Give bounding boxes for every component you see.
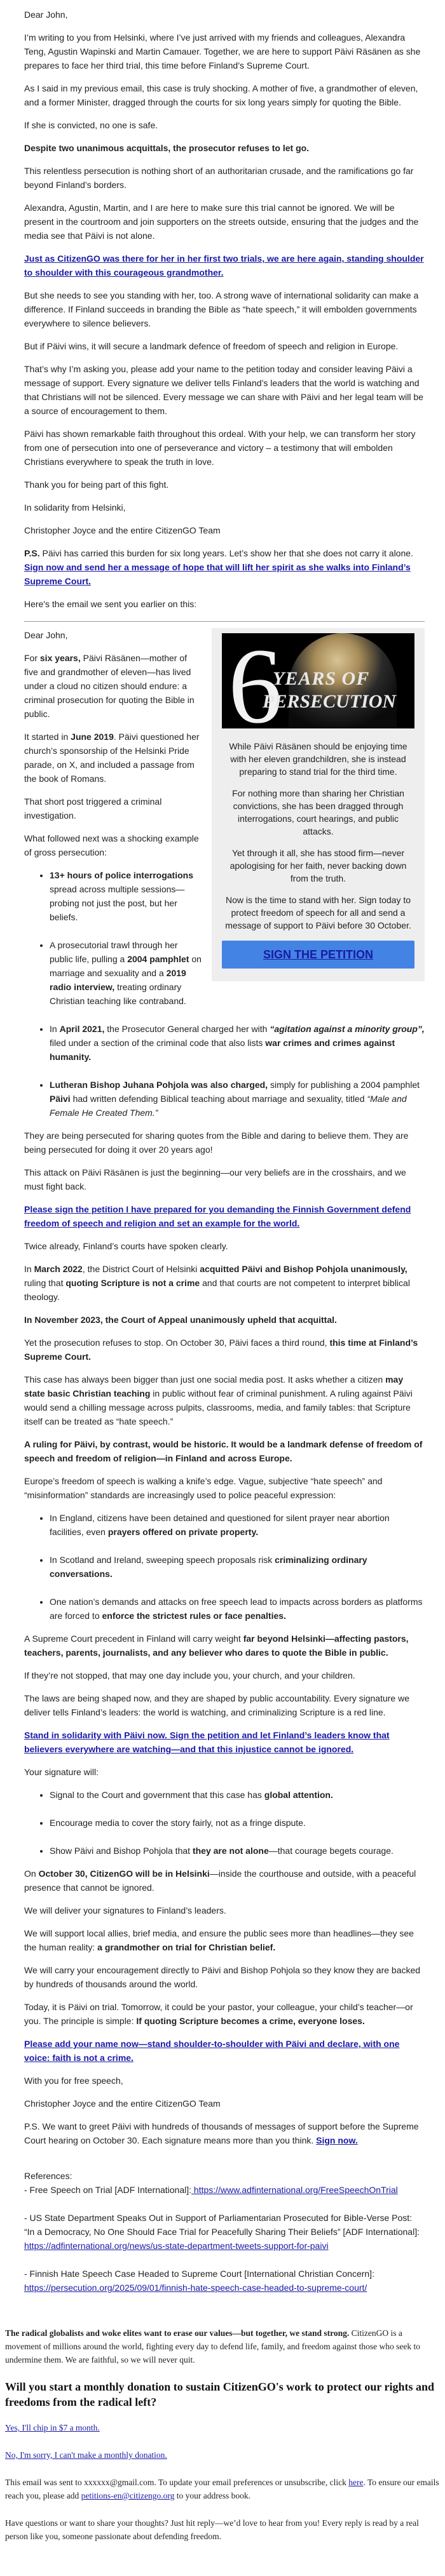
text: Yet the prosecution refuses to stop. On October 30, Päivi faces a third round, <box>24 1338 330 1348</box>
notice-text: to your address book. <box>174 2491 250 2500</box>
text: We will deliver your signatures to Finland’s leaders. <box>24 1905 226 1915</box>
email-footer <box>0 2295 445 2576</box>
text: . Päivi questioned her church’s sponsorship of the Helsinki Pride parade, on X, and included a passage from the book of Romans. <box>24 732 200 784</box>
persecution-banner-image <box>222 633 414 728</box>
text: This relentless persecution is nothing short of an authoritarian crusade, and the ramifications go far beyond Finland’s borders. <box>24 166 414 190</box>
paragraph <box>24 8 425 22</box>
text: in public without fear of criminal punishment. A ruling against Päivi would send a chilling message across pulpits, classrooms, media, and family tables: that Scripture itself can be treated as “hate speech.” <box>24 1388 413 1426</box>
text: Päivi has shown remarkable faith throughout this ordeal. With your help, we can transform her story from one of persecution into one of perseverance and victory – a testimony that will embolden Christians everywhere to speak the truth in love. <box>24 429 416 467</box>
petition-link[interactable]: Just as CitizenGO was there for her in her first two trials, we are here again, standing shoulder to shoulder with this courageous grandmother. <box>24 253 424 278</box>
banner-numeral: 6 <box>228 633 282 728</box>
list-item <box>50 1816 425 1830</box>
reference-item <box>24 2267 425 2295</box>
list-item <box>50 1078 425 1120</box>
bold-text: criminalizing ordinary conversations. <box>50 1555 367 1579</box>
text: “Male and Female He Created Them.” <box>50 1094 407 1118</box>
bold-text: Lutheran Bishop Juhana Pohjola was also charged, <box>50 1080 268 1090</box>
text: P.S. We want to greet Päivi with hundreds of thousands of messages of support before the Supreme Court hearing on October 30. Each signature means more than you think. <box>24 2121 419 2145</box>
paragraph <box>24 1728 425 1756</box>
text: A Supreme Court precedent in Finland will carry weight <box>24 1633 243 1644</box>
notice-text: This email was sent to xxxxxx@gmail.com. To update your email preferences or unsubscribe, click <box>5 2478 349 2487</box>
sender-address-link[interactable]: petitions-en@citizengo.org <box>81 2491 175 2500</box>
text: on marriage and sexuality and a <box>50 954 202 978</box>
paragraph <box>24 2074 425 2088</box>
reference-text: - Free Speech on Trial [ADF International]: <box>24 2185 192 2195</box>
banner-line-2: PERSECUTION <box>263 691 397 712</box>
text: That short post triggered a criminal investigation. <box>24 796 162 821</box>
bold-text: If quoting Scripture becomes a crime, everyone loses. <box>136 2016 365 2026</box>
text: In England, citizens have been detained and questioned for silent prayer near abortion facilities, even <box>50 1513 390 1537</box>
paragraph <box>24 1632 425 1660</box>
bullet-list <box>24 1511 425 1623</box>
reference-link[interactable]: https://persecution.org/2025/09/01/finnish-hate-speech-case-headed-to-supreme-court/ <box>24 2283 367 2293</box>
text: A prosecutorial trawl through her public life, pulling a <box>50 940 178 964</box>
list-item <box>50 1595 425 1623</box>
sign-petition-button[interactable]: SIGN THE PETITION <box>222 941 414 969</box>
petition-link[interactable]: Stand in solidarity with Päivi now. Sign the petition and let Finland’s leaders know that believers everywhere are watching—and that this injustice cannot be ignored. <box>24 1730 390 1754</box>
text: —inside the courthouse and outside, with a peaceful presence that cannot be ignored. <box>24 1868 416 1893</box>
mission-bold: The radical globalists and woke elites want to erase our values—but together, we stand strong. <box>5 2328 350 2338</box>
text: Christopher Joyce and the entire CitizenGO Team <box>24 525 221 535</box>
sidebar-text: Yet through it all, she has stood firm—never apologising for her faith, never backing down from the truth. <box>229 848 407 883</box>
paragraph <box>24 288 425 330</box>
text: It started in <box>24 732 71 742</box>
bold-text: Päivi <box>50 1094 71 1104</box>
text: Päivi has carried this burden for six long years. Let’s show her that she does not carry it alone. <box>39 548 413 558</box>
intro-section <box>24 8 425 611</box>
paragraph <box>24 597 425 611</box>
paragraph <box>24 546 425 588</box>
text: In <box>24 1264 34 1274</box>
reference-text: - US State Department Speaks Out in Support of Parliamentarian Prosecuted for Bible-Verse Post: “In a Democracy, No One Should Face Trial for Peacefully Sharing Their Beliefs” [ADF International]: <box>24 2213 420 2237</box>
text: In Scotland and Ireland, sweeping speech proposals risk <box>50 1555 275 1565</box>
text: spread across multiple sessions—probing not just the post, but her beliefs. <box>50 884 185 922</box>
reference-link[interactable]: https://www.adfinternational.org/FreeSpeechOnTrial <box>191 2185 398 2195</box>
paragraph <box>24 1903 425 1917</box>
paragraph <box>24 81 425 109</box>
list-item <box>50 1788 425 1802</box>
text: What followed next was a shocking example of gross persecution: <box>24 833 199 857</box>
text: and that courts are not competent to interpret biblical theology. <box>24 1278 410 1302</box>
sidebar-text: For nothing more than sharing her Christian convictions, she has been dragged through interrogations, court hearings, and public attacks. <box>232 788 404 836</box>
text: This attack on Päivi Räsänen is just the beginning—our very beliefs are in the crosshairs, and we must fight back. <box>24 1167 406 1191</box>
bold-text: global attention. <box>264 1790 333 1800</box>
references-heading: References: <box>24 2171 72 2181</box>
unsubscribe-link[interactable]: here <box>348 2478 364 2487</box>
bold-text: March 2022 <box>34 1264 83 1274</box>
bold-text: enforce the strictest rules or face penalties. <box>102 1611 286 1621</box>
paragraph <box>24 362 425 418</box>
reference-text: - Finnish Hate Speech Case Headed to Supreme Court [International Christian Concern]: <box>24 2269 374 2279</box>
bold-text: 2019 radio interview, <box>50 968 186 992</box>
paragraph <box>24 1313 425 1327</box>
paragraph <box>24 1963 425 1991</box>
bold-text: 2004 pamphlet <box>127 954 189 964</box>
text: We will carry your encouragement directly to Päivi and Bishop Pohjola so they know they are backed by hundreds of thousands around the world. <box>24 1965 421 1989</box>
paragraph <box>24 523 425 537</box>
bold-text: October 30, CitizenGO will be in Helsinki <box>38 1868 210 1879</box>
paragraph <box>24 30 425 72</box>
bold-text: In November 2023, the Court of Appeal unanimously upheld that acquittal. <box>24 1315 337 1325</box>
text: They are being persecuted for sharing quotes from the Bible and daring to believe them. They are being persecuted for doing it over 20 years ago! <box>24 1130 409 1155</box>
bold-text: six years, <box>39 653 81 663</box>
text: Encourage media to cover the story fairly, not as a fringe dispute. <box>50 1818 306 1828</box>
bold-text: they are not alone <box>192 1846 269 1856</box>
text: Today, it is Päivi on trial. Tomorrow, it could be your pastor, your colleague, your child’s teacher—or you. The principle is simple: <box>24 2002 413 2026</box>
bold-text: quoting Scripture is not a crime <box>65 1278 200 1288</box>
bold-text: prayers offered on private property. <box>107 1527 259 1537</box>
text: We will support local allies, brief media, and ensure the public sees more than headlines—they see the human reality: <box>24 1928 414 1952</box>
text: That’s why I’m asking you, please add your name to the petition today and consider leaving Päivi a message of support. Every signature we deliver tells Finland’s leaders that the world is watching and that Christians will not be silenced. Every message we can share with Päivi and her legal team will be a source of encouragement to them. <box>24 364 423 416</box>
unsubscribe-notice <box>5 2476 440 2502</box>
text: But she needs to see you standing with her, too. A strong wave of international solidarity can make a difference. If Finland succeeds in branding the Bible as “hate speech,” it will embolden governments everywhere to silence believers. <box>24 290 419 328</box>
petition-link[interactable]: Sign now. <box>316 2135 358 2145</box>
text: treating ordinary Christian teaching like contraband. <box>50 982 186 1006</box>
paragraph <box>24 1474 425 1502</box>
paragraph <box>24 1926 425 1954</box>
bold-text: P.S. <box>24 548 40 558</box>
text: Päivi Räsänen—mother of five and grandmother of eleven—has lived under a cloud no citizen should endure: a criminal prosecution for quoting the Bible in public. <box>24 653 195 719</box>
paragraph <box>24 427 425 469</box>
text: had written defending Biblical teaching about marriage and sexuality, titled <box>70 1094 367 1104</box>
donation-heading: Will you start a monthly donation to sustain CitizenGO's work to protect our rights and freedoms from the radical left? <box>5 2380 435 2408</box>
list-item <box>50 1844 425 1858</box>
text: —that courage begets courage. <box>268 1846 394 1856</box>
text: Europe’s freedom of speech is walking a knife’s edge. Vague, subjective “hate speech” and “misinformation” standards are increasingly used to police peaceful expression: <box>24 1476 383 1500</box>
paragraph <box>24 2119 425 2147</box>
text: With you for free speech, <box>24 2076 123 2086</box>
bold-text: Despite two unanimous acquittals, the prosecutor refuses to let go. <box>24 143 310 153</box>
text: Thank you for being part of this fight. <box>24 480 169 490</box>
paragraph <box>24 2037 425 2065</box>
text: But if Päivi wins, it will secure a landmark defence of freedom of speech and religion in Europe. <box>24 341 399 351</box>
paragraph <box>24 1202 425 1230</box>
paragraph <box>24 1668 425 1682</box>
paragraph <box>24 1372 425 1428</box>
paragraph <box>24 1129 425 1157</box>
text: Dear John, <box>24 10 68 20</box>
list-item <box>50 1553 425 1581</box>
bold-text: may state basic Christian teaching <box>24 1374 404 1399</box>
text: Show Päivi and Bishop Pohjola that <box>50 1846 193 1856</box>
mission-rest: CitizenGO is a movement of millions around the world, fighting every day to defend life, family, and freedom against those who seek to undermine them. We are faithful, so we will never quit. <box>5 2328 420 2365</box>
text: Your signature will: <box>24 1767 99 1777</box>
text: I’m writing to you from Helsinki, where I’ve just arrived with my friends and colleagues, Alexandra Teng, Agustin Wapinski and Martin Camauer. Together, we are here to support Päivi Räsänen as she prepares to face her third trial, this time before Finland’s Supreme Court. <box>24 32 421 70</box>
reference-link[interactable]: https://adfinternational.org/news/us-state-department-tweets-support-for-paivi <box>24 2241 329 2251</box>
paragraph <box>24 500 425 514</box>
paragraph <box>24 1165 425 1193</box>
paragraph <box>24 252 425 279</box>
banner-line-1: YEARS OF <box>273 668 370 689</box>
petition-link[interactable]: Please sign the petition I have prepared for you demanding the Finnish Government defend freedom of speech and religion and set an example for the world. <box>24 1204 411 1228</box>
bold-text: this time at Finland’s Supreme Court. <box>24 1338 418 1362</box>
paragraph <box>24 1239 425 1253</box>
bullet-list <box>24 1788 425 1858</box>
paragraph <box>24 2000 425 2028</box>
donate-no-link[interactable]: No, I'm sorry, I can't make a monthly donation. <box>5 2450 167 2460</box>
paragraph <box>24 1262 425 1304</box>
references <box>24 2169 425 2295</box>
text: Alexandra, Agustin, Martin, and I are here to make sure this trial cannot be ignored. We will be present in the courtroom and join supporters on the streets outside, ensuring that the judges and the media see that Päivi is not alone. <box>24 203 419 241</box>
donate-yes-link[interactable]: Yes, I'll chip in $7 a month. <box>5 2423 100 2432</box>
bold-text: “agitation against a minority group”, <box>270 1024 425 1034</box>
paragraph <box>24 141 425 155</box>
bold-text: a grandmother on trial for Christian belief. <box>97 1942 276 1952</box>
petition-sidebar <box>212 628 425 981</box>
paragraph <box>24 478 425 492</box>
bold-text: 13+ hours of police interrogations <box>50 870 193 880</box>
text: the Prosecutor General charged her with <box>104 1024 270 1034</box>
notice-text: . To ensure our emails reach you, please add <box>5 2478 439 2500</box>
paragraph <box>24 2096 425 2110</box>
paragraph <box>24 339 425 353</box>
paragraph <box>24 1437 425 1465</box>
bold-text: A ruling for Päivi, by contrast, would be historic. It would be a landmark defense of freedom of speech and freedom of religion—in Finland and across Europe. <box>24 1439 423 1463</box>
bold-text: acquitted Päivi and Bishop Pohjola unanimously, <box>200 1264 407 1274</box>
petition-link[interactable]: Please add your name now—stand shoulder-to-shoulder with Päivi and declare, with one voice: faith is not a crime. <box>24 2039 400 2063</box>
bold-text: war crimes and crimes against humanity. <box>50 1038 395 1062</box>
paragraph <box>24 1691 425 1719</box>
reply-invitation: Have questions or want to share your thoughts? Just hit reply—we’d love to hear from you! Every reply is read by a real person like you, someone passionate about defending freedom. <box>5 2518 419 2541</box>
list-item <box>50 1022 425 1064</box>
text: One nation’s demands and attacks on free speech lead to impacts across borders as platforms are forced to <box>50 1597 423 1621</box>
paragraph <box>24 201 425 243</box>
text: In solidarity from Helsinki, <box>24 502 126 513</box>
paragraph <box>24 164 425 192</box>
sidebar-text: Now is the time to stand with her. Sign today to protect freedom of speech for all and send a message of support to Päivi before 30 October. <box>225 895 411 930</box>
text: filed under a section of the criminal code that also lists <box>50 1038 266 1048</box>
text: For <box>24 653 40 663</box>
text: The laws are being shaped now, and they are shaped by public accountability. Every signature we deliver tells Finland’s leaders: the world is watching, and criminalizing Scripture is a red line. <box>24 1693 409 1717</box>
text: Here's the email we sent you earlier on this: <box>24 599 197 609</box>
text: Twice already, Finland’s courts have spoken clearly. <box>24 1241 228 1251</box>
mission-statement <box>5 2326 440 2366</box>
text: As I said in my previous email, this case is truly shocking. A mother of five, a grandmother of eleven, and a former Minister, dragged through the courts for six long years simply for quoting the Bible. <box>24 83 418 107</box>
text: ruling that <box>24 1278 66 1288</box>
text: , the District Court of Helsinki <box>82 1264 200 1274</box>
reference-item <box>24 2211 425 2253</box>
paragraph <box>24 1336 425 1364</box>
petition-link[interactable]: Sign now and send her a message of hope that will lift her spirit as she walks into Finland’s Supreme Court. <box>24 562 411 586</box>
text: If she is convicted, no one is safe. <box>24 120 158 130</box>
bold-text: April 2021, <box>59 1024 105 1034</box>
paragraph <box>24 118 425 132</box>
text: Signal to the Court and government that this case has <box>50 1790 264 1800</box>
paragraph <box>24 1867 425 1895</box>
sidebar-text: While Päivi Räsänen should be enjoying time with her eleven grandchildren, she is instead preparing to stand trial for the third time. <box>229 741 407 777</box>
divider <box>24 621 425 622</box>
bold-text: June 2019 <box>71 732 114 742</box>
bold-text: far beyond Helsinki—affecting pastors, teachers, parents, journalists, and any believer who dares to quote the Bible in public. <box>24 1633 409 1658</box>
text: This case has always been bigger than just one social media post. It asks whether a citizen <box>24 1374 386 1385</box>
list-item <box>50 1511 425 1539</box>
text: Christopher Joyce and the entire CitizenGO Team <box>24 2098 221 2109</box>
text: simply for publishing a 2004 pamphlet <box>268 1080 420 1090</box>
text: In <box>50 1024 60 1034</box>
text: If they’re not stopped, that may one day include you, your church, and your children. <box>24 1670 355 1680</box>
text: On <box>24 1868 39 1879</box>
paragraph <box>24 1765 425 1779</box>
text: Dear John, <box>24 630 68 640</box>
reference-item <box>24 2183 425 2197</box>
